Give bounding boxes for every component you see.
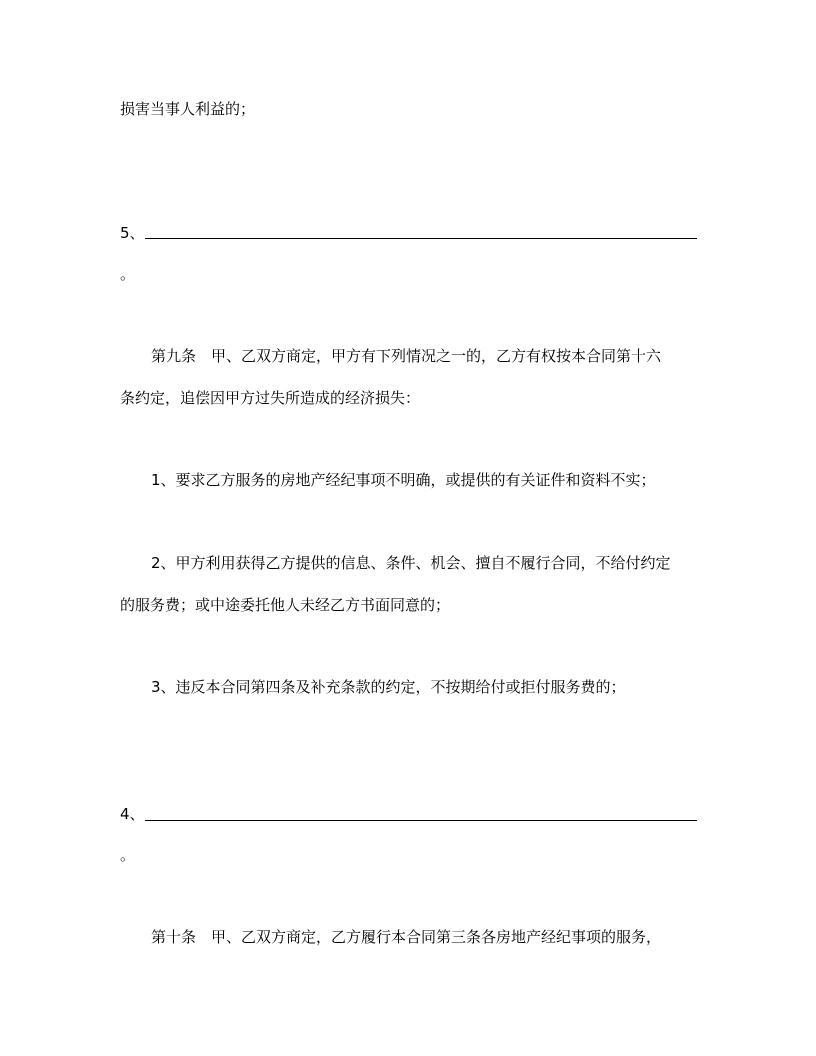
fill-in-blank-4 — [145, 820, 697, 821]
text-line-1: 损害当事人利益的； — [120, 100, 256, 118]
item-5-number: 5、 — [120, 224, 145, 242]
article-9-item-1: 1、要求乙方服务的房地产经纪事项不明确，或提供的有关证件和资料不实； — [151, 471, 656, 489]
item-5-period: 。 — [120, 265, 136, 283]
article-10-line-1: 第十条 甲、乙双方商定，乙方履行本合同第三条各房地产经纪事项的服务， — [151, 928, 662, 946]
article-9-item-2-line-1: 2、甲方利用获得乙方提供的信息、条件、机会、擅自不履行合同，不给付约定 — [151, 554, 671, 572]
fill-in-blank-5 — [145, 238, 697, 239]
article-9-item-3: 3、违反本合同第四条及补充条款的约定，不按期给付或拒付服务费的； — [151, 678, 626, 696]
item-4-number: 4、 — [120, 805, 145, 823]
item-4-period: 。 — [120, 846, 136, 864]
article-9-line-2: 条约定，追偿因甲方过失所造成的经济损失： — [120, 389, 421, 407]
article-9-line-1: 第九条 甲、乙双方商定，甲方有下列情况之一的，乙方有权按本合同第十六 — [151, 347, 662, 365]
article-9-item-2-line-2: 的服务费；或中途委托他人未经乙方书面同意的； — [120, 596, 451, 614]
